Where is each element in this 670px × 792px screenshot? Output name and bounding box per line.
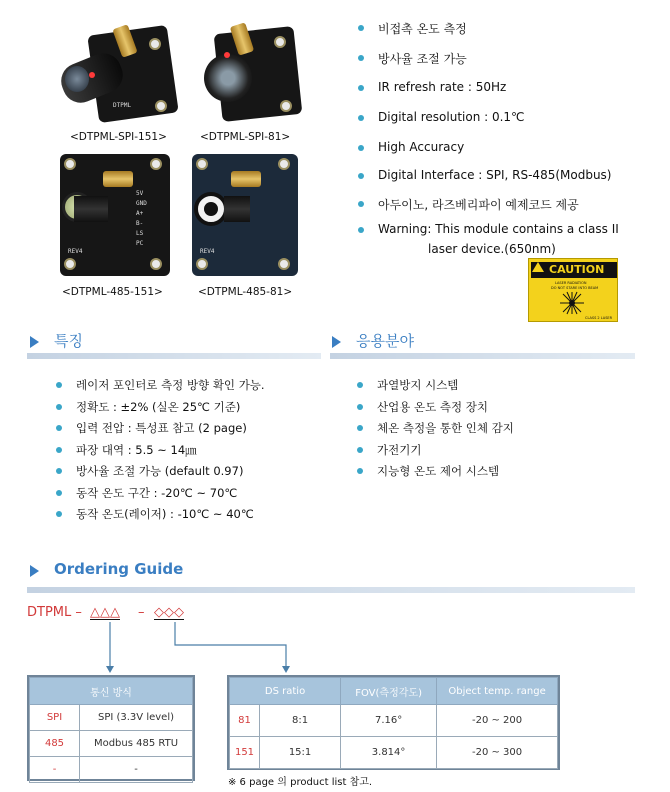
order-code-ds: ◇◇◇ bbox=[154, 605, 184, 620]
ds-code-cell: 81 bbox=[230, 705, 260, 737]
ds-ratio-cell: 15:1 bbox=[260, 737, 341, 769]
pin-label-a: A+ bbox=[136, 210, 144, 217]
feature-item: Digital Interface : SPI, RS-485(Modbus) bbox=[378, 168, 612, 182]
list-item: 과열방지 시스템 bbox=[377, 378, 459, 392]
feature-item: 비접촉 온도 측정 bbox=[378, 22, 467, 36]
fov-cell: 7.16° bbox=[341, 705, 437, 737]
comm-table bbox=[29, 677, 193, 783]
list-item: 산업용 온도 측정 장치 bbox=[377, 399, 488, 414]
list-item: 레이저 포인터로 측정 방향 확인 가능. bbox=[76, 378, 265, 392]
comm-desc-cell: Modbus 485 RTU bbox=[80, 731, 193, 757]
comm-table-header: 통신 방식 bbox=[30, 678, 193, 705]
caution-line-2: DO NOT STARE INTO BEAM bbox=[551, 286, 599, 290]
pin-label-ls: LS bbox=[136, 230, 144, 237]
rev-text: REV4 bbox=[68, 248, 83, 255]
list-item: 동작 온도 구간 : -20℃ ~ 70℃ bbox=[76, 485, 238, 500]
table-row bbox=[230, 705, 558, 737]
temp-range-cell: -20 ~ 300 bbox=[437, 737, 558, 769]
caption-485-151: <DTPML-485-151> bbox=[62, 286, 163, 298]
caution-line-3: CLASS 2 LASER bbox=[585, 316, 613, 320]
table-row bbox=[30, 705, 193, 731]
ordering-guide-title: Ordering Guide bbox=[54, 560, 184, 578]
applications-title: 응용분야 bbox=[356, 332, 414, 350]
caution-line-1: LASER RADIATION bbox=[555, 281, 587, 285]
comm-code-cell: - bbox=[30, 757, 80, 783]
comm-desc-cell: SPI (3.3V level) bbox=[80, 705, 193, 731]
pin-label-pc: PC bbox=[136, 240, 144, 247]
product-list-note: ※ 6 page 의 product list 참고. bbox=[228, 777, 373, 788]
pin-label-5v: 5V bbox=[136, 190, 144, 197]
list-item: 체온 측정을 통한 인체 감지 bbox=[377, 421, 514, 435]
ds-ratio-table bbox=[229, 677, 558, 769]
list-item: 지능형 온도 제어 시스템 bbox=[377, 464, 500, 478]
table-row bbox=[230, 737, 558, 769]
order-code-prefix: DTPML – bbox=[27, 605, 82, 620]
fov-cell: 3.814° bbox=[341, 737, 437, 769]
comm-desc-cell: - bbox=[80, 757, 193, 783]
temp-range-header: Object temp. range bbox=[437, 678, 558, 705]
feature-item: laser device.(650nm) bbox=[428, 242, 556, 256]
features-title: 특징 bbox=[54, 332, 83, 350]
order-code-comm: △△△ bbox=[90, 605, 120, 620]
feature-item: High Accuracy bbox=[378, 140, 465, 154]
comm-code-cell: SPI bbox=[30, 705, 80, 731]
ds-ratio-cell: 8:1 bbox=[260, 705, 341, 737]
caption-spi-151: <DTPML-SPI-151> bbox=[70, 131, 167, 143]
table-row bbox=[30, 757, 193, 783]
list-item: 입력 전압 : 특성표 참고 (2 page) bbox=[76, 421, 247, 435]
feature-item: Warning: This module contains a class II bbox=[378, 222, 619, 236]
list-item: 정확도 : ±2% (실온 25℃ 기준) bbox=[76, 399, 241, 414]
pin-label-b: B- bbox=[136, 220, 144, 227]
list-item: 파장 대역 : 5.5 ~ 14㎛ bbox=[76, 442, 197, 457]
table-row bbox=[30, 731, 193, 757]
temp-range-cell: -20 ~ 200 bbox=[437, 705, 558, 737]
caption-485-81: <DTPML-485-81> bbox=[198, 286, 293, 298]
caution-title: CAUTION bbox=[531, 262, 617, 278]
ds-ratio-header: DS ratio bbox=[230, 678, 341, 705]
comm-code-cell: 485 bbox=[30, 731, 80, 757]
feature-item: Digital resolution : 0.1℃ bbox=[378, 110, 525, 124]
feature-item: IR refresh rate : 50Hz bbox=[378, 80, 507, 94]
pin-label-gnd: GND bbox=[136, 200, 147, 207]
order-code-sep: – bbox=[138, 605, 145, 620]
board-name-text: DTPML bbox=[113, 102, 132, 109]
rev-text-2: REV4 bbox=[200, 248, 215, 255]
fov-header: FOV(측정각도) bbox=[341, 678, 437, 705]
caption-spi-81: <DTPML-SPI-81> bbox=[200, 131, 291, 143]
list-item: 가전기기 bbox=[377, 442, 422, 457]
feature-item: 아두이노, 라즈베리파이 예제코드 제공 bbox=[378, 198, 579, 212]
ds-code-cell: 151 bbox=[230, 737, 260, 769]
feature-item: 방사율 조절 가능 bbox=[378, 52, 467, 66]
list-item: 방사율 조절 가능 (default 0.97) bbox=[76, 464, 244, 478]
list-item: 동작 온도(레이저) : -10℃ ~ 40℃ bbox=[76, 507, 254, 521]
